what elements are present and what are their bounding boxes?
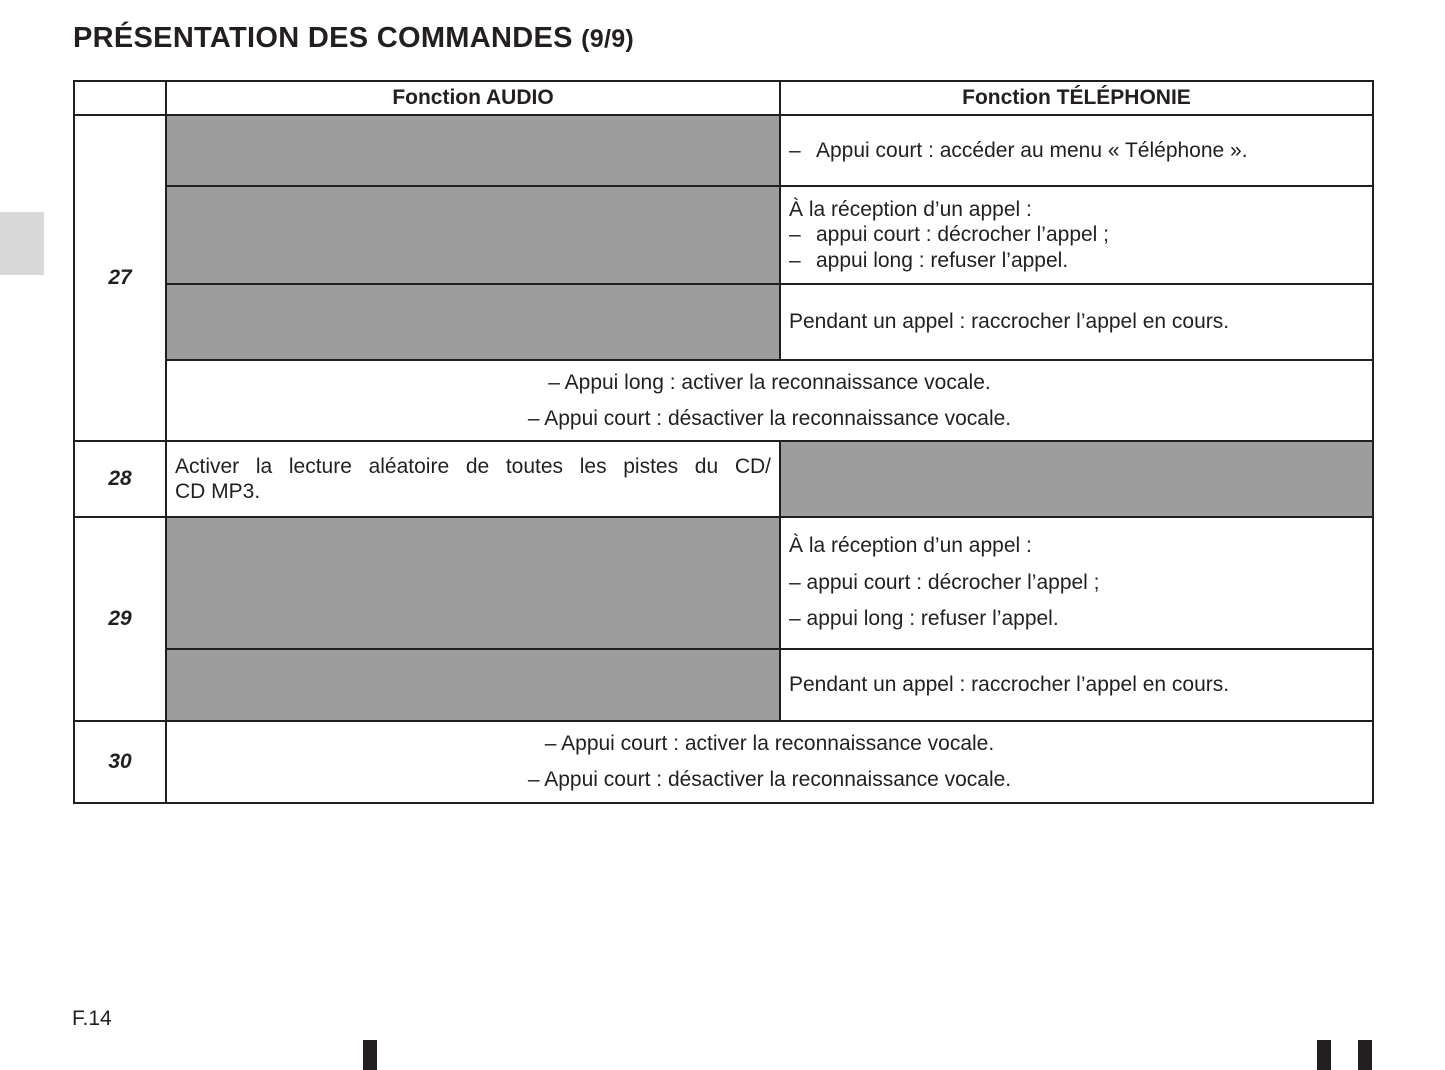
row-number: 27 [74,115,166,441]
page-title-suffix: (9/9) [581,25,635,53]
tel-cell: Pendant un appel : raccrocher l’appel en cours. [780,649,1373,721]
row-number: 30 [74,721,166,803]
page-number: F.14 [72,1007,112,1030]
table-row [74,721,1373,803]
tel-cell: – Appui court : accéder au menu « Téléphone ». [780,115,1373,186]
row-number: 29 [74,517,166,721]
audio-cell: Activer la lecture aléatoire de toutes les pistes du CD/ CD MP3. [166,441,780,517]
audio-empty-cell [166,186,780,284]
table-row [74,186,1373,284]
table-row [74,517,1373,649]
table-row [74,284,1373,360]
header-telephonie: Fonction TÉLÉPHONIE [780,81,1373,115]
audio-empty-cell [166,517,780,649]
tel-empty-cell [780,441,1373,517]
shared-cell: – Appui court : activer la reconnaissance vocale. – Appui court : désactiver la reconnaissance vocale. [166,721,1373,803]
page-title-main: PRÉSENTATION DES COMMANDES [73,22,573,54]
header-audio: Fonction AUDIO [166,81,780,115]
audio-empty-cell [166,284,780,360]
print-mark [1317,1040,1331,1070]
shared-cell: – Appui long : activer la reconnaissance vocale. – Appui court : désactiver la reconnaissance vocale. [166,360,1373,441]
row-number: 28 [74,441,166,517]
tel-cell: À la réception d’un appel : – appui court : décrocher l’appel ; – appui long : refuser l’appel. [780,517,1373,649]
audio-empty-cell [166,115,780,186]
table-row [74,115,1373,186]
page-title [73,22,634,55]
chapter-tab [0,212,44,275]
commands-table [73,80,1374,804]
header-number [74,81,166,115]
tel-cell: À la réception d’un appel : – appui court : décrocher l’appel ; – appui long : refuser l’appel. [780,186,1373,284]
table-row [74,441,1373,517]
audio-empty-cell [166,649,780,721]
tel-cell: Pendant un appel : raccrocher l’appel en cours. [780,284,1373,360]
table-header-row [74,81,1373,115]
table-row [74,649,1373,721]
table-row [74,360,1373,441]
print-mark [363,1040,377,1070]
print-mark [1358,1040,1372,1070]
